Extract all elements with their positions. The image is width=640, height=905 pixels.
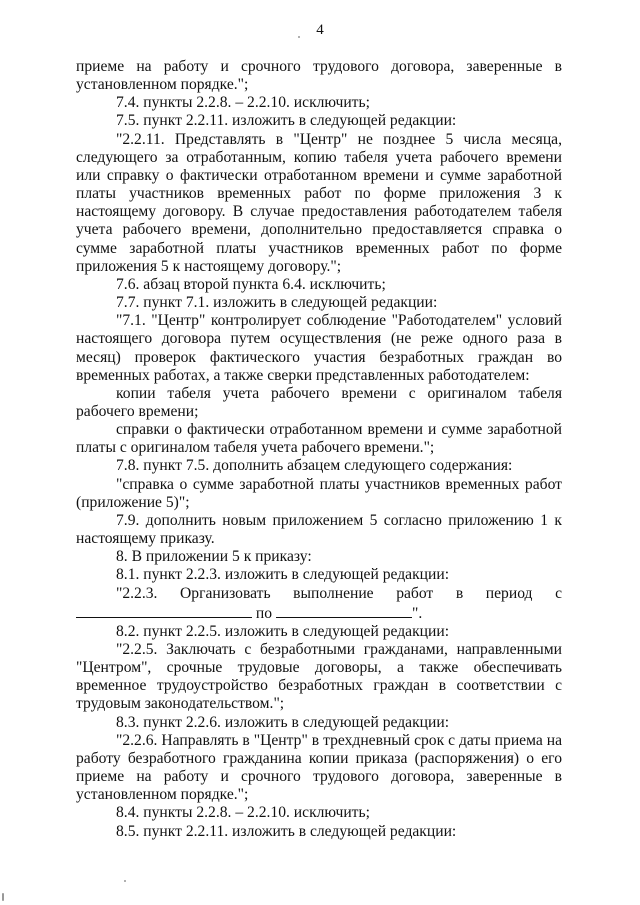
scan-speck bbox=[2, 893, 4, 901]
paragraph: 7.8. пункт 7.5. дополнить абзацем следующего содержания: bbox=[116, 457, 513, 475]
page-number: 4 bbox=[316, 22, 324, 38]
paragraph: 7.5. пункт 2.2.11. изложить в следующей редакции: bbox=[116, 112, 457, 130]
range-separator: по bbox=[255, 604, 273, 622]
scan-speck bbox=[124, 880, 126, 882]
paragraph: 7.7. пункт 7.1. изложить в следующей редакции: bbox=[116, 294, 438, 312]
paragraph: 8.2. пункт 2.2.5. изложить в следующей редакции: bbox=[116, 622, 450, 640]
range-closing: ". bbox=[411, 604, 423, 622]
paragraph: "2.2.6. Направлять в "Центр" в трехдневный срок с даты приема на работу безработного гражданина копии приказа (распоряжения) о его приеме на работу и срочного трудового договора, заверенные в установленном порядке."; bbox=[76, 731, 562, 804]
paragraph: 8.4. пункты 2.2.8. – 2.2.10. исключить; bbox=[116, 804, 370, 822]
paragraph: приеме на работу и срочного трудового договора, заверенные в установленном порядке."; bbox=[76, 58, 562, 94]
document-body bbox=[76, 58, 562, 841]
paragraph: "2.2.5. Заключать с безработными гражданами, направленными "Центром", срочные трудовые договоры, а также обеспечивать временное трудоустройство безработных граждан в соответствии с трудовым законодательством."; bbox=[76, 641, 562, 713]
paragraph: копии табеля учета рабочего времени с оригиналом табеля рабочего времени; bbox=[76, 384, 562, 420]
date-range-line bbox=[76, 603, 562, 623]
paragraph: 8. В приложении 5 к приказу: bbox=[116, 548, 312, 566]
paragraph: "справка о сумме заработной платы участников временных работ (приложение 5)"; bbox=[76, 475, 562, 511]
paragraph: "7.1. "Центр" контролирует соблюдение "Работодателем" условий настоящего договора путем осуществления (не реже одного раза в месяц) проверок фактического участия безработных граждан во временных работах, а также сверки представленных работодателем: bbox=[76, 312, 562, 384]
paragraph: 7.4. пункты 2.2.8. – 2.2.10. исключить; bbox=[116, 94, 370, 112]
paragraph: 8.3. пункт 2.2.6. изложить в следующей редакции: bbox=[116, 713, 450, 731]
scan-speck bbox=[298, 36, 300, 38]
start-date-blank bbox=[76, 603, 252, 618]
paragraph: 7.9. дополнить новым приложением 5 согласно приложению 1 к настоящему приказу. bbox=[76, 511, 562, 548]
paragraph: "2.2.11. Представлять в "Центр" не позднее 5 числа месяца, следующего за отработанным, копию табеля учета рабочего времени или справку о фактически отработанном времени и сумме заработной платы участников временных работ по форме приложения 3 к настоящему договору. В случае предоставления работодателем табеля учета рабочего времени, дополнительно предоставляется справка о сумме заработной платы участников временных работ по форме приложения 5 к настоящему договору."; bbox=[76, 130, 562, 275]
paragraph: справки о фактически отработанном времени и сумме заработной платы с оригиналом табеля учета рабочего времени."; bbox=[76, 421, 562, 457]
paragraph: 7.6. абзац второй пункта 6.4. исключить; bbox=[116, 275, 386, 293]
paragraph: 8.1. пункт 2.2.3. изложить в следующей редакции: bbox=[116, 566, 450, 584]
paragraph: "2.2.3. Организовать выполнение работ в период с bbox=[116, 584, 562, 602]
end-date-blank bbox=[276, 603, 412, 618]
paragraph: 8.5. пункт 2.2.11. изложить в следующей редакции: bbox=[116, 822, 457, 840]
